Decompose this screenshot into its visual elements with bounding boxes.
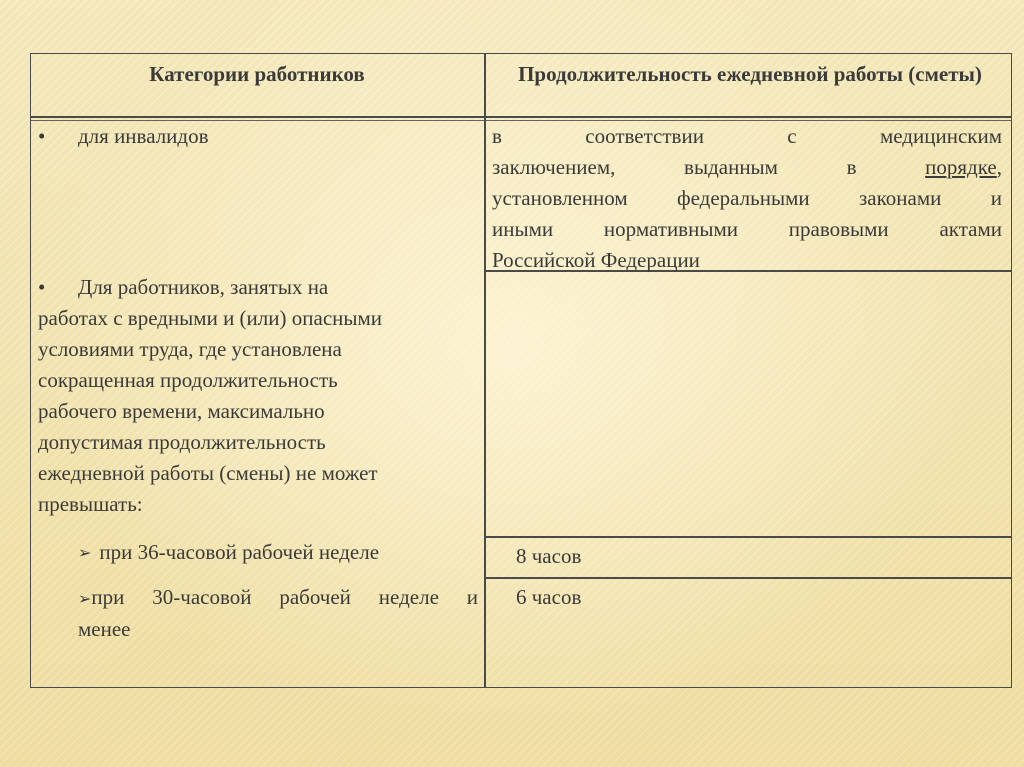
sub-item-30h-line1 bbox=[78, 582, 478, 614]
duration-disabled bbox=[492, 121, 1002, 276]
value-30h: 6 часов bbox=[516, 585, 582, 609]
value-36h: 8 часов bbox=[516, 544, 582, 568]
category-line: условиями труда, где установлена bbox=[38, 337, 342, 361]
table-column-divider bbox=[484, 53, 486, 688]
sub-item-30h bbox=[78, 582, 478, 645]
header-duration: Продолжительность ежедневной работы (сметы) bbox=[518, 62, 982, 86]
sub-item-36h bbox=[78, 537, 478, 568]
duration-line: иными нормативными правовыми актами bbox=[492, 217, 1002, 241]
arrow-bullet-icon: ➢ bbox=[78, 543, 92, 562]
bullet: • bbox=[38, 124, 46, 148]
category-line: сокращенная продолжительность bbox=[38, 368, 338, 392]
category-line: рабочего времени, максимально bbox=[38, 399, 325, 423]
category-hazardous-first bbox=[38, 272, 478, 303]
sub-item-36h-label: при 36-часовой рабочей неделе bbox=[99, 540, 380, 564]
category-line: ежедневной работы (смены) не может bbox=[38, 461, 378, 485]
arrow-bullet-icon: ➢ bbox=[78, 589, 92, 608]
sub-item-30h-line2: менее bbox=[78, 617, 131, 641]
category-disabled-text: для инвалидов bbox=[78, 124, 209, 148]
table-right-divider-3 bbox=[484, 577, 1012, 579]
duration-line-last: Российской Федерации bbox=[492, 248, 700, 272]
duration-line bbox=[492, 152, 1002, 183]
category-line: работах с вредными и (или) опасными bbox=[38, 306, 383, 330]
header-categories: Категории работников bbox=[149, 62, 365, 86]
sub-item-30h-label: при 30-часовой рабочей неделе и bbox=[91, 585, 478, 609]
duration-line: установленном федеральными законами и bbox=[492, 186, 1002, 210]
category-hazardous-rest bbox=[38, 303, 478, 520]
category-line: превышать: bbox=[38, 492, 143, 516]
category-line: допустимая продолжительность bbox=[38, 430, 326, 454]
bullet: • bbox=[38, 275, 46, 299]
duration-line: в соответствии с медицинским bbox=[492, 124, 1002, 148]
duration-line-text: заключением, выданным в порядке, bbox=[492, 155, 1002, 179]
table-header-divider bbox=[30, 116, 1012, 118]
category-disabled bbox=[38, 121, 478, 152]
table-right-divider-2 bbox=[484, 536, 1012, 538]
category-hazardous-first-text: Для работников, занятых на bbox=[78, 275, 329, 299]
